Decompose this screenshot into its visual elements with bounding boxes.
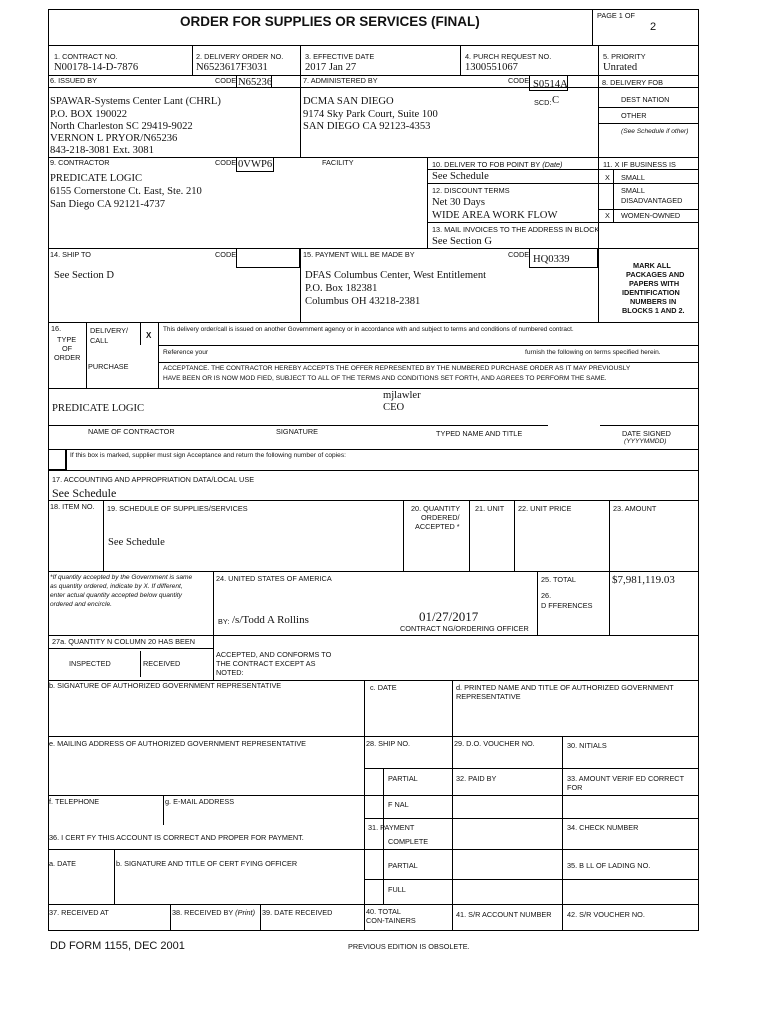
delivery-fob-label: 8. DELIVERY FOB [602, 78, 663, 87]
amount-label: 23. AMOUNT [613, 504, 657, 513]
disadvantaged-option-2: DISADVANTAGED [621, 196, 683, 205]
purch-request-value: 1300551067 [465, 62, 518, 73]
sr-voucher-label: 42. S/R VOUCHER NO. [567, 910, 645, 919]
effective-date-label: 3. EFFECTIVE DATE [305, 52, 375, 61]
mark-all-line-3: PAPERS WITH [629, 279, 680, 288]
ship-to-label: 14. SHIP TO [50, 250, 91, 259]
payment-by-line-2: P.O. Box 182381 [305, 283, 378, 294]
schedule-row-value: See Schedule [108, 537, 165, 548]
administered-by-line-1: DCMA SAN DIEGO [303, 96, 394, 107]
mailing-address-label: e. MAILING ADDRESS OF AUTHORIZED GOVERNMENT REPRESENTATIVE [49, 739, 307, 748]
ship-to-value: See Section D [54, 270, 115, 281]
date-signed-label: DATE SIGNED [622, 429, 671, 438]
scd-value: C [552, 95, 560, 106]
certify-label: 36. I CERT FY THIS ACCOUNT IS CORRECT AND PROPER FOR PAYMENT. [49, 833, 304, 842]
business-type-label: 11. X IF BUSINESS IS [603, 160, 676, 169]
type-order-num: 16. [51, 324, 62, 333]
differences-label-1: 26. [541, 591, 552, 600]
effective-date-value: 2017 Jan 27 [305, 62, 357, 73]
administered-by-code: S0514A [533, 79, 568, 90]
total-label: 25. TOTAL [541, 575, 576, 584]
printed-name-label-2: REPRESENTATIVE [456, 692, 521, 701]
delivery-call-line-1: DELIVERY/ [90, 326, 128, 335]
accounting-data-label: 17. ACCOUNTING AND APPROPRIATION DATA/LOCAL USE [52, 475, 255, 484]
small-business-option: SMALL [621, 173, 645, 182]
partial-option-2: PARTIAL [388, 861, 418, 870]
mark-all-line-5: NUMBERS IN [630, 297, 677, 306]
complete-option: COMPLETE [388, 837, 429, 846]
accepted-conforms-line-3: NOTED: [216, 668, 244, 677]
ship-no-label: 28. SHIP NO. [366, 739, 411, 748]
partial-option: PARTIAL [388, 774, 418, 783]
type-order-line-1: TYPE [57, 335, 77, 344]
final-option: F NAL [388, 800, 409, 809]
acceptance-line-1: ACCEPTANCE. THE CONTRACTOR HEREBY ACCEPTS THE OFFER REPRESENTED BY THE NUMBERED PURCHASE ORDER AS IT MAY PREVIOUSLY [163, 365, 631, 372]
payment-by-code-label: CODE [508, 250, 530, 259]
issued-by-line-3: North Charleston SC 29419-9022 [50, 121, 193, 132]
printed-name-label-1: d. PRINTED NAME AND TITLE OF AUTHORIZED GOVERNMENT [456, 683, 674, 692]
date-c-label: c. DATE [370, 683, 397, 692]
deliver-fob-label: 10. DELIVER TO FOB POINT BY (Date) [432, 160, 563, 169]
typed-name-value: mjlawler [383, 390, 421, 401]
accounting-data-value: See Schedule [52, 486, 117, 500]
accepting-contractor-name: PREDICATE LOGIC [52, 403, 145, 414]
gov-rep-signature-label: b. SIGNATURE OF AUTHORIZED GOVERNMENT REPRESENTATIVE [49, 681, 282, 690]
contract-no-value: N00178-14-D-7876 [54, 62, 139, 73]
small-business-mark: X [605, 173, 610, 182]
payment-by-line-1: DFAS Columbus Center, West Entitlement [305, 270, 487, 281]
contractor-code-label: CODE [215, 158, 237, 167]
issued-by-line-4: VERNON L PRYOR/N65236 [50, 133, 178, 144]
footnote-line-1: *If quantity accepted by the Government is same [50, 574, 193, 581]
check-number-label: 34. CHECK NUMBER [567, 823, 639, 832]
inspected-option: INSPECTED [69, 659, 111, 668]
form-identifier: DD FORM 1155, DEC 2001 [50, 940, 185, 952]
payment-by-label: 15. PAYMENT WILL BE MADE BY [303, 250, 415, 259]
contract-no-label: 1. CONTRACT NO. [54, 52, 118, 61]
furnish-text: furnish the following on terms specified herein. [525, 349, 661, 356]
mark-all-line-6: BLOCKS 1 AND 2. [622, 306, 685, 315]
administered-by-code-label: CODE [508, 76, 530, 85]
type-order-line-3: ORDER [54, 353, 81, 362]
administered-by-line-3: SAN DIEGO CA 92123-4353 [303, 121, 431, 132]
signature-label: SIGNATURE [276, 427, 319, 436]
page-label: PAGE 1 OF [597, 11, 635, 20]
women-owned-mark: X [605, 211, 610, 220]
contractor-line-1: PREDICATE LOGIC [50, 173, 143, 184]
date-received-label: 39. DATE RECEIVED [262, 908, 333, 917]
priority-value: Unrated [603, 62, 638, 73]
acceptance-line-2: HAVE BEEN OR IS NOW MOD FIED, SUBJECT TO ALL OF THE TERMS AND CONDITIONS SET FORTH, AND AGREES TO PERFORM THE SAME. [163, 375, 607, 382]
delivery-order-value: N6523617F3031 [196, 62, 268, 73]
ordering-officer-signature: /s/Todd A Rollins [232, 614, 309, 626]
mail-invoices-label: 13. MAIL INVOICES TO THE ADDRESS IN BLOCK [432, 225, 600, 234]
quantity-label-3: ACCEPTED * [415, 522, 460, 531]
unit-price-label: 22. UNIT PRICE [518, 504, 572, 513]
sr-account-label: 41. S/R ACCOUNT NUMBER [456, 910, 552, 919]
administered-by-label: 7. ADMINISTERED BY [303, 76, 378, 85]
contractor-code: 0VWP6 [238, 159, 273, 170]
typed-title-value: CEO [383, 402, 405, 413]
accepted-conforms-line-2: THE CONTRACT EXCEPT AS [216, 659, 316, 668]
quantity-label-1: 20. QUANTITY [411, 504, 461, 513]
issued-by-line-1: SPAWAR-Systems Center Lant (CHRL) [50, 96, 221, 107]
mark-all-line-1: MARK ALL [633, 261, 671, 270]
issued-by-line-2: P.O. BOX 190022 [50, 109, 128, 120]
item-no-label: 18. ITEM NO. [50, 502, 95, 511]
fob-destination-option: DEST NATION [621, 95, 670, 104]
unit-label: 21. UNIT [475, 504, 505, 513]
form-title: ORDER FOR SUPPLIES OR SERVICES (FINAL) [180, 14, 480, 29]
schedule-services-label: 19. SCHEDULE OF SUPPLIES/SERVICES [107, 504, 248, 513]
amount-verified-label-1: 33. AMOUNT VERIF ED CORRECT [567, 774, 685, 783]
issued-by-code: N65236 [238, 77, 273, 88]
initials-label: 30. NITIALS [567, 741, 607, 750]
do-voucher-label: 29. D.O. VOUCHER NO. [454, 739, 535, 748]
issued-by-label: 6. ISSUED BY [50, 76, 98, 85]
women-owned-option: WOMEN-OWNED [621, 211, 681, 220]
delivery-order-label: 2. DELIVERY ORDER NO. [196, 52, 284, 61]
fob-note: (See Schedule if other) [621, 128, 689, 135]
by-label: BY: [218, 617, 230, 626]
issued-by-line-5: 843-218-3081 Ext. 3081 [50, 145, 154, 156]
footnote-line-3: enter actual quantity accepted below quantity [50, 592, 182, 599]
footnote-line-4: ordered and encircle. [50, 601, 112, 608]
disadvantaged-option-1: SMALL [621, 186, 645, 195]
copies-box-note: If this box is marked, supplier must sign Acceptance and return the following number of copies: [70, 452, 346, 459]
obsolete-note: PREVIOUS EDITION IS OBSOLETE. [348, 942, 470, 951]
amount-verified-label-2: FOR [567, 783, 583, 792]
ship-to-code-label: CODE [215, 250, 237, 259]
typed-name-title-label: TYPED NAME AND TITLE [436, 429, 523, 438]
date-format-label: (YYYYMMDD) [624, 438, 667, 445]
received-at-label: 37. RECEIVED AT [49, 908, 109, 917]
scd-label: SCD: [534, 98, 552, 107]
delivery-call-text: This delivery order/call is issued on another Government agency or in accordance with and subject to terms and conditions of numbered contract. [163, 326, 574, 333]
discount-terms-label: 12. DISCOUNT TERMS [432, 186, 510, 195]
total-containers-label-2: CON-TAINERS [366, 916, 416, 925]
name-of-contractor-label: NAME OF CONTRACTOR [88, 427, 175, 436]
accepted-conforms-line-1: ACCEPTED, AND CONFORMS TO [216, 650, 332, 659]
usa-label: 24. UNITED STATES OF AMERICA [216, 574, 332, 583]
reference-label: Reference your [163, 349, 209, 356]
ordering-officer-date: 01/27/2017 [419, 609, 479, 624]
bill-of-lading-label: 35. B LL OF LADING NO. [567, 861, 651, 870]
delivery-call-line-2: CALL [90, 336, 109, 345]
contractor-label: 9. CONTRACTOR [50, 158, 110, 167]
purch-request-label: 4. PURCH REQUEST NO. [465, 52, 552, 61]
mark-all-line-2: PACKAGES AND [626, 270, 685, 279]
delivery-call-mark: X [146, 331, 152, 340]
paid-by-label: 32. PAID BY [456, 774, 497, 783]
contractor-line-2: 6155 Cornerstone Ct. East, Ste. 210 [50, 186, 202, 197]
facility-label: FACILITY [322, 158, 354, 167]
email-address-label: g. E-MAIL ADDRESS [165, 797, 235, 806]
discount-terms-line-1: Net 30 Days [432, 197, 485, 208]
payment-by-line-3: Columbus OH 43218-2381 [305, 296, 421, 307]
certifying-officer-label: b. SIGNATURE AND TITLE OF CERT FYING OFFICER [116, 859, 298, 868]
mark-all-line-4: IDENTIFICATION [622, 288, 680, 297]
administered-by-line-2: 9174 Sky Park Court, Suite 100 [303, 109, 438, 120]
contractor-line-3: San Diego CA 92121-4737 [50, 199, 166, 210]
deliver-fob-value: See Schedule [432, 171, 489, 182]
received-by-label: 38. RECEIVED BY (Print) [172, 908, 256, 917]
quantity-accepted-label: 27a. QUANTITY N COLUMN 20 HAS BEEN [52, 637, 196, 646]
total-containers-label-1: 40. TOTAL [366, 907, 401, 916]
received-option: RECEIVED [143, 659, 181, 668]
purchase-label: PURCHASE [88, 362, 129, 371]
payment-label: 31. PAYMENT [368, 823, 415, 832]
page-total: 2 [650, 21, 657, 33]
discount-terms-line-2: WIDE AREA WORK FLOW [432, 210, 558, 221]
priority-label: 5. PRIORITY [603, 52, 646, 61]
type-order-line-2: OF [62, 344, 73, 353]
mail-invoices-value: See Section G [432, 236, 493, 247]
ordering-officer-label: CONTRACT NG/ORDERING OFFICER [400, 624, 529, 633]
full-option: FULL [388, 885, 406, 894]
differences-label-2: D FFERENCES [541, 601, 593, 610]
fob-other-option: OTHER [621, 111, 647, 120]
total-value: $7,981,119.03 [612, 574, 675, 586]
footnote-line-2: as quantity ordered, indicate by X. If different, [50, 583, 183, 590]
quantity-label-2: ORDERED/ [421, 513, 460, 522]
cert-date-label: a. DATE [49, 859, 77, 868]
telephone-label: f. TELEPHONE [49, 797, 100, 806]
issued-by-code-label: CODE [215, 76, 237, 85]
payment-by-code: HQ0339 [533, 254, 570, 265]
